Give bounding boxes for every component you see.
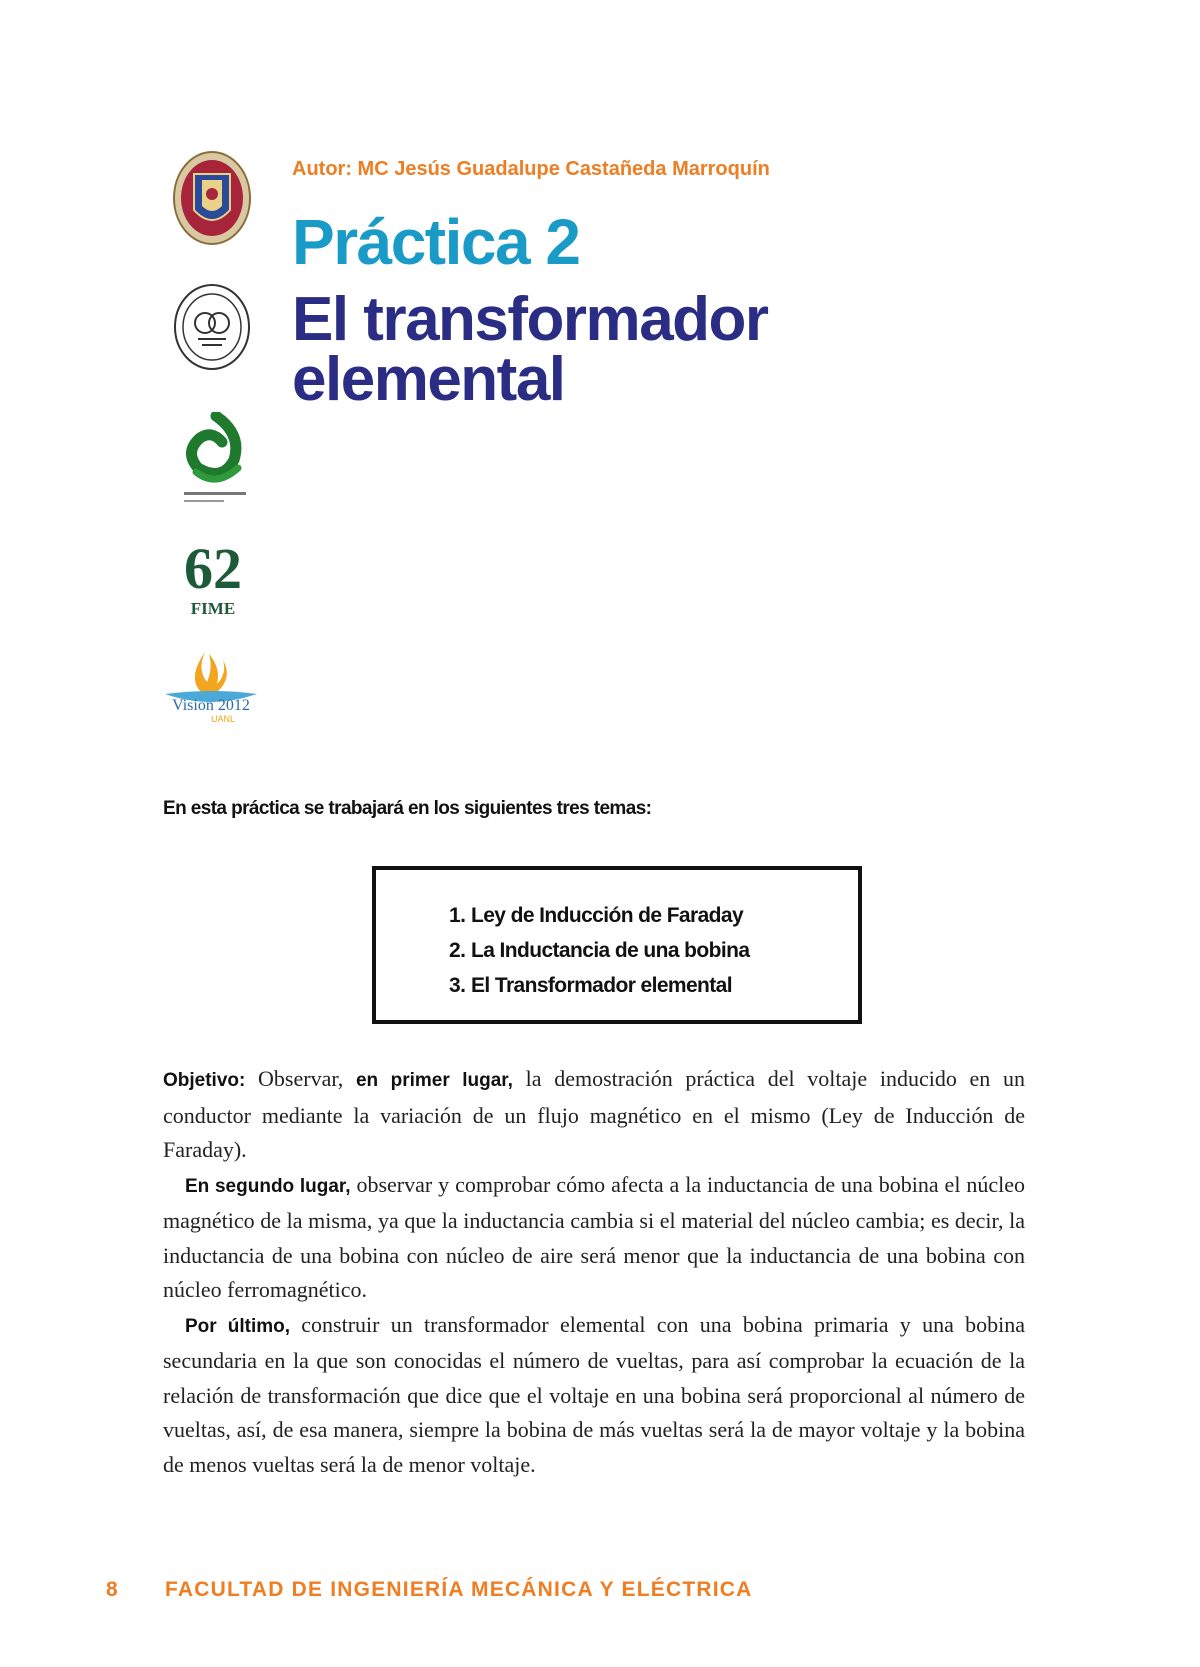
third-text: construir un transformador elemental con una bobina primaria y una bobina secundaria en la que son conocidas el número de vueltas, para así comprobar la ecuación de la relación de transformación que dice que el voltaje en una bobina será proporcional al número de vueltas, así, de esa manera, siempre la bobina de más vueltas será la de mayor voltaje y la bobina de menos vueltas será la de menor voltaje.	[163, 1311, 1025, 1477]
faculty-name: FACULTAD DE INGENIERÍA MECÁNICA Y ELÉCTRICA	[165, 1578, 753, 1601]
objective-text-a: Observar,	[245, 1066, 356, 1091]
author-line: Autor: MC Jesús Guadalupe Castañeda Marroquín	[292, 158, 770, 180]
svg-text:62: 62	[184, 536, 242, 601]
topic-number: 1.	[449, 904, 466, 927]
objective-label: Objetivo:	[163, 1070, 246, 1091]
page-number: 8	[106, 1578, 119, 1601]
topic-label: La Inductancia de una bobina	[471, 939, 750, 962]
second-paragraph	[163, 1168, 1025, 1308]
subtitle-line-2: elemental	[292, 345, 565, 414]
intro-sentence: En esta práctica se trabajará en los siguientes tres temas:	[163, 798, 652, 819]
fime-seal-logo	[172, 283, 252, 371]
practice-title: Práctica 2	[292, 206, 580, 278]
list-item	[449, 933, 749, 968]
objective-paragraph	[163, 1062, 1025, 1168]
topic-number: 3.	[449, 974, 466, 997]
list-item	[449, 968, 749, 1003]
vision-label: Vision 2012	[172, 697, 250, 714]
practice-subtitle	[292, 285, 768, 414]
uanl-seal-logo	[172, 150, 252, 246]
objective-section	[163, 1062, 1025, 1482]
vision-sub-label: UANL	[210, 714, 236, 724]
third-paragraph	[163, 1308, 1025, 1483]
excellence-logo	[178, 412, 254, 508]
fime-label: FIME	[190, 599, 236, 618]
anniversary-62-logo	[178, 528, 248, 620]
second-text: observar y comprobar cómo afecta a la inductancia de una bobina el núcleo magnético de la misma, ya que la inductancia cambia si el material del núcleo cambia; es decir, la inductancia de una bobina con núcleo de aire será menor que la inductancia de una bobina con núcleo ferromagnético.	[163, 1171, 1025, 1302]
topic-label: Ley de Inducción de Faraday	[471, 904, 744, 927]
topic-number: 2.	[449, 939, 466, 962]
objective-text-b: la demostración práctica del voltaje inducido en un conductor mediante la variación de un flujo magnético en el mismo (Ley de Inducción de Faraday).	[163, 1066, 1025, 1162]
topic-label: El Transformador elemental	[471, 974, 732, 997]
subtitle-line-1: El transformador	[292, 285, 768, 354]
topics-box	[372, 866, 862, 1024]
vision-2012-logo	[157, 648, 265, 724]
topics-list	[449, 898, 749, 1003]
second-lead: En segundo lugar,	[185, 1175, 351, 1197]
list-item	[449, 898, 749, 933]
objective-first-lead: en primer lugar,	[355, 1070, 513, 1091]
third-lead: Por último,	[185, 1315, 291, 1337]
